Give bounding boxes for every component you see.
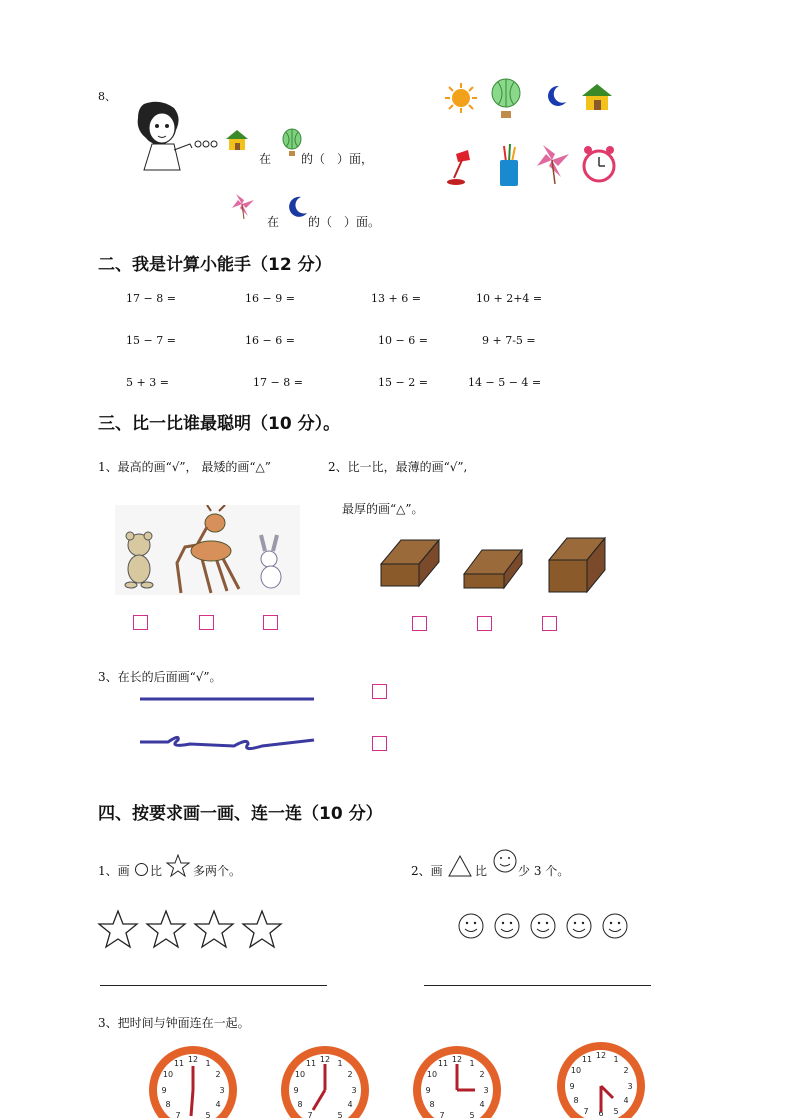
svg-text:8: 8 — [573, 1096, 579, 1105]
triangle-icon — [448, 854, 472, 878]
q8-line2-in: 在 — [267, 215, 280, 229]
hot-air-balloon-icon — [490, 78, 522, 120]
star-icon — [195, 911, 233, 947]
equation: 15 − 7 = — [126, 334, 176, 347]
equation: 17 − 8 = — [126, 292, 176, 305]
answer-line[interactable] — [100, 985, 327, 986]
svg-text:4: 4 — [479, 1100, 485, 1109]
svg-text:8: 8 — [429, 1100, 435, 1109]
star-icon — [243, 911, 281, 947]
svg-text:2: 2 — [347, 1070, 353, 1079]
answer-checkbox[interactable] — [133, 615, 148, 630]
lamp-icon — [444, 148, 478, 188]
svg-text:2: 2 — [215, 1070, 221, 1079]
section3-q3: 3、在长的后面画“√”。 — [98, 670, 222, 684]
smileys-row — [456, 911, 634, 941]
smiley-icon — [459, 914, 483, 938]
pinwheel-icon — [230, 192, 256, 220]
circle-icon — [134, 862, 149, 877]
star-icon — [166, 854, 190, 878]
q8-number: 8、 — [98, 90, 116, 103]
svg-text:12: 12 — [187, 1055, 199, 1064]
clock-face — [145, 1042, 241, 1118]
moon-icon — [545, 84, 569, 108]
moon-icon — [287, 195, 309, 219]
length-lines-image — [138, 690, 320, 754]
book-thinnest-icon — [460, 544, 526, 592]
svg-text:7: 7 — [307, 1111, 313, 1118]
section4-q2-text: 2、画 — [411, 864, 443, 878]
svg-text:5: 5 — [469, 1111, 475, 1118]
svg-text:7: 7 — [175, 1111, 181, 1118]
section4-title: 四、按要求画一画、连一连（10 分） — [98, 804, 383, 824]
alarm-clock-icon — [580, 144, 618, 186]
smiley-icon — [567, 914, 591, 938]
svg-text:9: 9 — [425, 1086, 431, 1095]
svg-text:5: 5 — [205, 1111, 211, 1118]
equation: 5 + 3 = — [126, 376, 169, 389]
pen-holder-icon — [495, 142, 523, 188]
svg-text:8: 8 — [165, 1100, 171, 1109]
book-thin-icon — [375, 534, 445, 592]
house-icon — [580, 82, 614, 112]
svg-text:10: 10 — [162, 1070, 174, 1079]
section4-q1-text: 1、画 — [98, 864, 130, 878]
smiley-icon — [495, 914, 519, 938]
svg-text:4: 4 — [347, 1100, 353, 1109]
animals-image — [115, 505, 300, 595]
answer-checkbox[interactable] — [372, 684, 387, 699]
section4-q1-text: 多两个。 — [193, 864, 242, 878]
svg-text:9: 9 — [569, 1082, 575, 1091]
section3-q1: 1、最高的画“√”， 最矮的画“△” — [98, 460, 271, 474]
q8-line1-of: 的（ ）面， — [301, 152, 374, 166]
equation: 9 + 7-5 = — [482, 334, 536, 347]
answer-checkbox[interactable] — [372, 736, 387, 751]
svg-text:3: 3 — [219, 1086, 225, 1095]
section4-q1-text: 比 — [150, 864, 163, 878]
star-icon — [147, 911, 185, 947]
section4-q2-text: 比 — [475, 864, 488, 878]
girl-cartoon-image — [130, 100, 222, 178]
svg-text:11: 11 — [581, 1055, 593, 1064]
svg-text:11: 11 — [173, 1059, 185, 1068]
svg-text:4: 4 — [623, 1096, 629, 1105]
svg-text:5: 5 — [337, 1111, 343, 1118]
svg-text:6: 6 — [598, 1109, 604, 1118]
svg-text:12: 12 — [595, 1051, 607, 1060]
svg-text:8: 8 — [297, 1100, 303, 1109]
stars-row — [96, 908, 286, 952]
svg-text:3: 3 — [351, 1086, 357, 1095]
curvy-line — [140, 737, 314, 748]
answer-checkbox[interactable] — [477, 616, 492, 631]
equation: 17 − 8 = — [253, 376, 303, 389]
svg-text:9: 9 — [293, 1086, 299, 1095]
answer-checkbox[interactable] — [199, 615, 214, 630]
svg-text:11: 11 — [437, 1059, 449, 1068]
section3-title: 三、比一比谁最聪明（10 分）。 — [98, 414, 341, 434]
section2-title: 二、我是计算小能手（12 分） — [98, 255, 332, 275]
svg-text:12: 12 — [451, 1055, 463, 1064]
pinwheel-icon — [535, 143, 571, 185]
equation: 15 − 2 = — [378, 376, 428, 389]
equation: 13 + 6 = — [371, 292, 421, 305]
house-icon — [224, 128, 250, 152]
svg-text:3: 3 — [627, 1082, 633, 1091]
section3-q2b: 最厚的画“△”。 — [342, 502, 424, 516]
hot-air-balloon-icon — [281, 128, 303, 158]
answer-line[interactable] — [424, 985, 651, 986]
svg-text:9: 9 — [161, 1086, 167, 1095]
q8-line1-in: 在 — [259, 152, 272, 166]
section4-q2-text: 少 3 个。 — [518, 864, 570, 878]
smiley-icon — [492, 848, 518, 874]
smiley-icon — [603, 914, 627, 938]
svg-text:11: 11 — [305, 1059, 317, 1068]
equation: 16 − 6 = — [245, 334, 295, 347]
clock-face — [277, 1042, 373, 1118]
svg-text:10: 10 — [570, 1066, 582, 1075]
svg-text:1: 1 — [205, 1059, 211, 1068]
equation: 14 − 5 − 4 = — [468, 376, 542, 389]
clock-face — [553, 1038, 649, 1118]
svg-text:3: 3 — [483, 1086, 489, 1095]
svg-text:5: 5 — [613, 1107, 619, 1116]
svg-text:10: 10 — [294, 1070, 306, 1079]
svg-text:1: 1 — [613, 1055, 619, 1064]
equation: 10 + 2+4 = — [476, 292, 543, 305]
svg-text:7: 7 — [439, 1111, 445, 1118]
smiley-icon — [531, 914, 555, 938]
section3-q2: 2、比一比，最薄的画“√”, — [328, 460, 468, 474]
answer-checkbox[interactable] — [542, 616, 557, 631]
svg-text:7: 7 — [583, 1107, 589, 1116]
svg-text:12: 12 — [319, 1055, 331, 1064]
svg-text:10: 10 — [426, 1070, 438, 1079]
clock-face — [409, 1042, 505, 1118]
answer-checkbox[interactable] — [263, 615, 278, 630]
q8-line2-of: 的（ ）面。 — [308, 215, 381, 229]
book-thick-icon — [545, 534, 609, 596]
svg-text:4: 4 — [215, 1100, 221, 1109]
svg-text:1: 1 — [469, 1059, 475, 1068]
svg-text:2: 2 — [479, 1070, 485, 1079]
equation: 10 − 6 = — [378, 334, 428, 347]
answer-checkbox[interactable] — [412, 616, 427, 631]
svg-text:2: 2 — [623, 1066, 629, 1075]
svg-text:1: 1 — [337, 1059, 343, 1068]
section4-q3: 3、把时间与钟面连在一起。 — [98, 1016, 250, 1030]
sun-icon — [443, 82, 479, 114]
equation: 16 − 9 = — [245, 292, 295, 305]
star-icon — [99, 911, 137, 947]
